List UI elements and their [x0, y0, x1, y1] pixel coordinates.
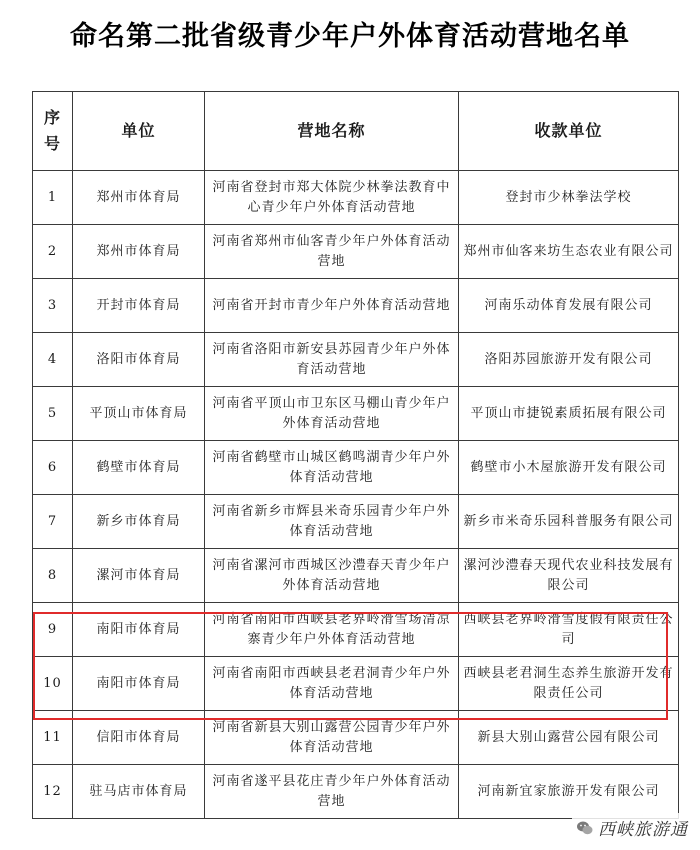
cell-unit: 郑州市体育局 [73, 171, 205, 225]
cell-payee: 鹤壁市小木屋旅游开发有限公司 [459, 441, 679, 495]
cell-payee: 西峡县老君洞生态养生旅游开发有限责任公司 [459, 657, 679, 711]
cell-payee: 洛阳苏园旅游开发有限公司 [459, 333, 679, 387]
cell-camp-name: 河南省平顶山市卫东区马棚山青少年户外体育活动营地 [205, 387, 459, 441]
wechat-icon [576, 819, 594, 837]
cell-unit: 南阳市体育局 [73, 603, 205, 657]
table-row-highlighted [33, 657, 679, 711]
cell-payee: 新县大别山露营公园有限公司 [459, 711, 679, 765]
table-row [33, 225, 679, 279]
cell-unit: 洛阳市体育局 [73, 333, 205, 387]
table-row [33, 441, 679, 495]
cell-serial-number: 2 [33, 225, 73, 279]
document-title: 命名第二批省级青少年户外体育活动营地名单 [70, 21, 630, 52]
cell-camp-name: 河南省开封市青少年户外体育活动营地 [205, 279, 459, 333]
header-camp-name: 营地名称 [205, 92, 459, 171]
cell-camp-name: 河南省洛阳市新安县苏园青少年户外体育活动营地 [205, 333, 459, 387]
header-unit: 单位 [73, 92, 205, 171]
cell-payee: 河南乐动体育发展有限公司 [459, 279, 679, 333]
cell-serial-number: 4 [33, 333, 73, 387]
table-row [33, 495, 679, 549]
cell-payee: 漯河沙澧春天现代农业科技发展有限公司 [459, 549, 679, 603]
cell-camp-name: 河南省新乡市辉县米奇乐园青少年户外体育活动营地 [205, 495, 459, 549]
table-row-highlighted [33, 603, 679, 657]
cell-camp-name: 河南省郑州市仙客青少年户外体育活动营地 [205, 225, 459, 279]
table-row [33, 333, 679, 387]
cell-payee: 河南新宜家旅游开发有限公司 [459, 765, 679, 819]
header-serial-number-label: 序 号 [43, 108, 61, 153]
table-row [33, 711, 679, 765]
cell-camp-name: 河南省鹤壁市山城区鹤鸣湖青少年户外体育活动营地 [205, 441, 459, 495]
cell-serial-number: 1 [33, 171, 73, 225]
watermark [572, 813, 692, 842]
cell-serial-number: 10 [33, 657, 73, 711]
table-row [33, 171, 679, 225]
table-header-row [33, 92, 679, 171]
camp-list-table [32, 91, 679, 819]
cell-payee: 平顶山市捷锐素质拓展有限公司 [459, 387, 679, 441]
cell-camp-name: 河南省新县大别山露营公园青少年户外体育活动营地 [205, 711, 459, 765]
cell-unit: 郑州市体育局 [73, 225, 205, 279]
cell-camp-name: 河南省南阳市西峡县老君洞青少年户外体育活动营地 [205, 657, 459, 711]
cell-serial-number: 3 [33, 279, 73, 333]
watermark-text: 西峡旅游通 [598, 820, 688, 840]
cell-unit: 漯河市体育局 [73, 549, 205, 603]
cell-unit: 平顶山市体育局 [73, 387, 205, 441]
cell-camp-name: 河南省漯河市西城区沙澧春天青少年户外体育活动营地 [205, 549, 459, 603]
cell-camp-name: 河南省遂平县花庄青少年户外体育活动营地 [205, 765, 459, 819]
cell-camp-name: 河南省南阳市西峡县老界岭滑雪场清凉寨青少年户外体育活动营地 [205, 603, 459, 657]
cell-serial-number: 11 [33, 711, 73, 765]
cell-serial-number: 5 [33, 387, 73, 441]
cell-unit: 新乡市体育局 [73, 495, 205, 549]
header-payee: 收款单位 [459, 92, 679, 171]
cell-unit: 开封市体育局 [73, 279, 205, 333]
cell-serial-number: 12 [33, 765, 73, 819]
cell-payee: 西峡县老界岭滑雪度假有限责任公司 [459, 603, 679, 657]
cell-payee: 郑州市仙客来坊生态农业有限公司 [459, 225, 679, 279]
cell-serial-number: 8 [33, 549, 73, 603]
cell-serial-number: 7 [33, 495, 73, 549]
cell-payee: 登封市少林拳法学校 [459, 171, 679, 225]
table-row [33, 765, 679, 819]
cell-unit: 信阳市体育局 [73, 711, 205, 765]
cell-camp-name: 河南省登封市郑大体院少林拳法教育中心青少年户外体育活动营地 [205, 171, 459, 225]
table-row [33, 279, 679, 333]
table-row [33, 549, 679, 603]
header-serial-number [33, 92, 73, 171]
cell-unit: 驻马店市体育局 [73, 765, 205, 819]
cell-unit: 鹤壁市体育局 [73, 441, 205, 495]
cell-unit: 南阳市体育局 [73, 657, 205, 711]
cell-serial-number: 9 [33, 603, 73, 657]
cell-payee: 新乡市米奇乐园科普服务有限公司 [459, 495, 679, 549]
cell-serial-number: 6 [33, 441, 73, 495]
table-row [33, 387, 679, 441]
